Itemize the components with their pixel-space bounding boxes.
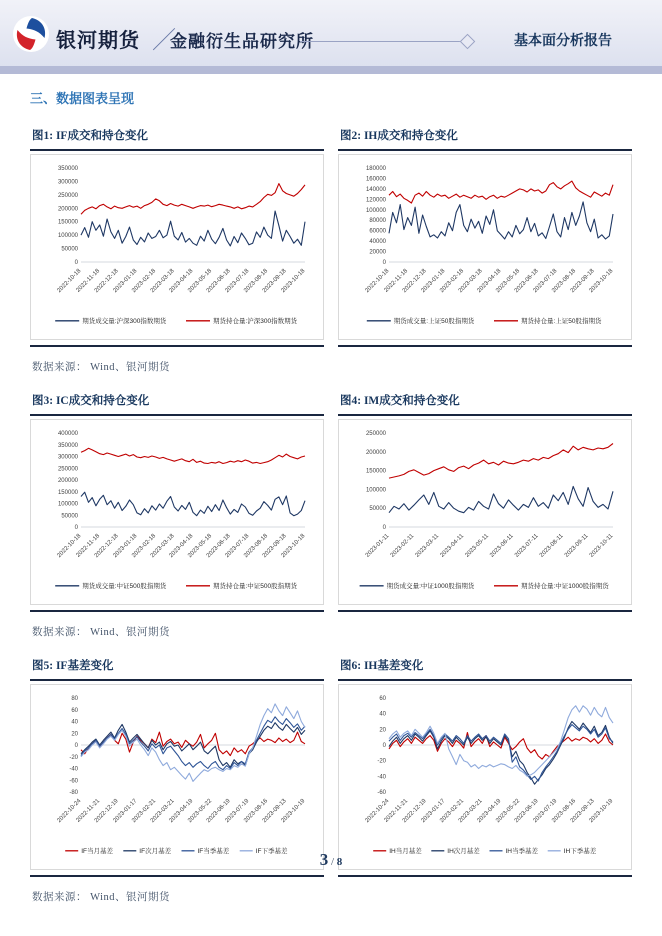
figure-4-panel <box>338 419 632 605</box>
svg-text:2023-04-19: 2023-04-19 <box>476 798 503 825</box>
svg-text:100000: 100000 <box>365 207 386 214</box>
svg-text:2023-04-11: 2023-04-11 <box>439 533 466 559</box>
svg-text:IF下季基差: IF下季基差 <box>255 848 288 855</box>
svg-text:200000: 200000 <box>57 206 78 213</box>
svg-text:2022-12-19: 2022-12-19 <box>401 798 428 825</box>
figure-top-rule <box>338 679 632 681</box>
svg-text:50000: 50000 <box>61 246 78 253</box>
svg-text:2023-02-18: 2023-02-18 <box>439 268 466 295</box>
svg-text:IH当月基差: IH当月基差 <box>389 848 422 855</box>
svg-text:80: 80 <box>71 696 78 702</box>
svg-text:-60: -60 <box>69 778 78 785</box>
header-rule <box>300 41 462 42</box>
svg-text:IH下季基差: IH下季基差 <box>563 848 597 855</box>
svg-text:IH次月基差: IH次月基差 <box>447 848 480 855</box>
svg-text:200000: 200000 <box>57 478 78 484</box>
svg-text:100000: 100000 <box>365 487 386 494</box>
svg-text:2022-12-19: 2022-12-19 <box>93 798 120 825</box>
svg-text:-20: -20 <box>69 754 78 761</box>
svg-text:2023-02-18: 2023-02-18 <box>131 533 158 560</box>
svg-text:300000: 300000 <box>57 454 78 461</box>
figure-5 <box>30 657 324 877</box>
page-total: 8 <box>336 856 343 868</box>
svg-text:2022-11-21: 2022-11-21 <box>75 798 102 824</box>
svg-text:2023-09-18: 2023-09-18 <box>569 268 596 295</box>
svg-text:200000: 200000 <box>365 449 386 456</box>
figure-top-rule <box>30 414 324 416</box>
svg-text:2023-10-19: 2023-10-19 <box>588 798 615 825</box>
svg-text:期货成交量:中证500股指期货: 期货成交量:中证500股指期货 <box>82 583 167 590</box>
svg-text:2022-10-18: 2022-10-18 <box>364 268 391 295</box>
svg-text:40: 40 <box>379 711 386 718</box>
svg-text:2023-03-21: 2023-03-21 <box>457 798 484 825</box>
svg-text:0: 0 <box>74 260 78 266</box>
svg-text:40000: 40000 <box>369 239 386 246</box>
svg-text:2022-10-24: 2022-10-24 <box>364 798 391 825</box>
diamond-icon <box>460 34 476 50</box>
svg-text:0: 0 <box>382 260 386 266</box>
figure-6 <box>338 657 632 877</box>
figure-bottom-rule <box>338 610 632 612</box>
svg-text:60: 60 <box>71 707 78 714</box>
chart-ih-basis <box>349 690 621 862</box>
figure-1-panel <box>30 154 324 340</box>
svg-text:2022-10-18: 2022-10-18 <box>56 533 83 560</box>
svg-text:2023-08-16: 2023-08-16 <box>551 798 578 825</box>
svg-text:2023-09-18: 2023-09-18 <box>261 533 288 560</box>
svg-text:2023-03-21: 2023-03-21 <box>149 798 176 825</box>
svg-text:2022-12-18: 2022-12-18 <box>93 268 120 295</box>
svg-text:2023-07-18: 2023-07-18 <box>532 268 559 295</box>
source-note-2: 数据来源： Wind、银河期货 <box>32 627 171 638</box>
figure-bottom-rule <box>30 610 324 612</box>
chart-ic-volume-oi <box>41 425 313 597</box>
svg-text:2023-10-18: 2023-10-18 <box>280 533 307 560</box>
svg-text:2023-10-18: 2023-10-18 <box>588 268 615 295</box>
svg-text:2023-09-13: 2023-09-13 <box>569 798 596 825</box>
svg-text:2023-01-17: 2023-01-17 <box>420 798 447 825</box>
svg-text:150000: 150000 <box>57 489 78 496</box>
svg-text:2023-08-11: 2023-08-11 <box>538 533 565 559</box>
svg-text:IF当季基差: IF当季基差 <box>197 848 230 855</box>
svg-text:期货持仓量:上证50股指期货: 期货持仓量:上证50股指期货 <box>521 318 602 325</box>
svg-text:2023-01-18: 2023-01-18 <box>112 268 139 295</box>
svg-text:2023-07-18: 2023-07-18 <box>224 268 251 295</box>
svg-text:期货持仓量:中证500股指期货: 期货持仓量:中证500股指期货 <box>213 583 298 590</box>
svg-text:2022-11-18: 2022-11-18 <box>383 268 410 294</box>
svg-text:2022-10-24: 2022-10-24 <box>56 798 83 825</box>
source-note-1: 数据来源： Wind、银河期货 <box>32 362 171 373</box>
svg-text:2023-05-22: 2023-05-22 <box>187 798 214 825</box>
figure-3 <box>30 392 324 612</box>
svg-text:-20: -20 <box>377 758 386 765</box>
page-separator: / <box>328 856 337 868</box>
svg-text:2023-06-18: 2023-06-18 <box>205 533 232 560</box>
figure-6-title: 图6: IH基差变化 <box>340 660 424 672</box>
svg-text:2023-05-18: 2023-05-18 <box>187 268 214 295</box>
svg-text:180000: 180000 <box>365 166 386 172</box>
svg-text:2023-06-19: 2023-06-19 <box>205 798 232 825</box>
svg-text:2023-04-19: 2023-04-19 <box>168 798 195 825</box>
svg-text:2023-06-19: 2023-06-19 <box>513 798 540 825</box>
svg-text:2023-06-18: 2023-06-18 <box>205 268 232 295</box>
svg-text:2023-09-11: 2023-09-11 <box>563 533 590 559</box>
svg-text:2022-12-18: 2022-12-18 <box>401 268 428 295</box>
svg-text:350000: 350000 <box>57 442 78 449</box>
svg-text:2023-07-18: 2023-07-18 <box>224 533 251 560</box>
svg-text:2023-03-18: 2023-03-18 <box>149 268 176 295</box>
svg-text:-80: -80 <box>69 790 78 796</box>
report-content <box>30 84 632 922</box>
svg-text:300000: 300000 <box>57 179 78 186</box>
chart-ih-volume-oi <box>349 160 621 332</box>
svg-text:50000: 50000 <box>61 513 78 520</box>
svg-text:2023-02-11: 2023-02-11 <box>389 533 416 559</box>
svg-text:2023-08-16: 2023-08-16 <box>243 798 270 825</box>
svg-text:60: 60 <box>379 696 386 702</box>
report-type-label: 基本面分析报告 <box>514 32 612 48</box>
figure-1 <box>30 127 324 347</box>
svg-text:2023-03-18: 2023-03-18 <box>457 268 484 295</box>
figure-bottom-rule <box>30 345 324 347</box>
svg-text:IH当季基差: IH当季基差 <box>505 848 538 855</box>
figure-1-title: 图1: IF成交和持仓变化 <box>32 130 148 142</box>
svg-text:100000: 100000 <box>57 233 78 240</box>
svg-text:期货成交量:中证1000股指期货: 期货成交量:中证1000股指期货 <box>386 583 475 590</box>
svg-text:2022-11-18: 2022-11-18 <box>75 533 102 559</box>
svg-text:2023-06-11: 2023-06-11 <box>489 533 515 559</box>
figure-3-title: 图3: IC成交和持仓变化 <box>32 395 150 407</box>
svg-text:2022-10-18: 2022-10-18 <box>56 268 83 295</box>
svg-text:400000: 400000 <box>57 431 78 437</box>
figure-5-panel <box>30 684 324 870</box>
svg-text:2023-05-18: 2023-05-18 <box>495 268 522 295</box>
svg-text:350000: 350000 <box>57 166 78 172</box>
svg-text:250000: 250000 <box>365 431 386 437</box>
figure-bottom-rule <box>338 875 632 877</box>
figure-row-3 <box>30 657 632 877</box>
svg-text:2023-03-18: 2023-03-18 <box>149 533 176 560</box>
page-number: 3 <box>319 850 329 869</box>
figure-4 <box>338 392 632 612</box>
svg-text:期货成交量:沪深300指数期货: 期货成交量:沪深300指数期货 <box>82 318 167 325</box>
section-title: 三、数据图表呈现 <box>30 91 135 106</box>
svg-text:50000: 50000 <box>369 506 386 513</box>
svg-text:2023-08-18: 2023-08-18 <box>551 268 578 295</box>
svg-text:2023-07-19: 2023-07-19 <box>532 798 559 825</box>
svg-text:40: 40 <box>71 719 78 726</box>
figure-2-title: 图2: IH成交和持仓变化 <box>340 130 458 142</box>
chart-if-volume-oi <box>41 160 313 332</box>
svg-text:-40: -40 <box>377 774 386 781</box>
svg-text:2023-01-17: 2023-01-17 <box>112 798 139 825</box>
svg-text:0: 0 <box>382 525 386 531</box>
svg-text:2023-08-18: 2023-08-18 <box>243 533 270 560</box>
svg-text:0: 0 <box>74 743 78 749</box>
svg-text:150000: 150000 <box>365 468 386 475</box>
svg-text:20000: 20000 <box>369 249 386 256</box>
svg-text:-60: -60 <box>377 790 386 796</box>
svg-text:期货持仓量:中证1000股指期货: 期货持仓量:中证1000股指期货 <box>521 583 609 590</box>
svg-text:2023-05-11: 2023-05-11 <box>464 533 491 559</box>
figure-6-panel <box>338 684 632 870</box>
svg-text:2023-02-21: 2023-02-21 <box>439 798 466 825</box>
svg-text:IF次月基差: IF次月基差 <box>139 848 172 855</box>
figure-2 <box>338 127 632 347</box>
svg-text:2023-04-18: 2023-04-18 <box>168 268 195 295</box>
svg-text:2023-04-18: 2023-04-18 <box>168 533 195 560</box>
brand-separator: ／ <box>152 27 176 54</box>
figure-bottom-rule <box>30 875 324 877</box>
svg-text:60000: 60000 <box>369 228 386 235</box>
page-footer <box>0 850 662 870</box>
department-name: 金融衍生品研究所 <box>170 32 314 51</box>
figure-5-title: 图5: IF基差变化 <box>32 660 114 672</box>
svg-text:2023-06-18: 2023-06-18 <box>513 268 540 295</box>
svg-text:140000: 140000 <box>365 186 386 193</box>
svg-text:2023-01-18: 2023-01-18 <box>420 268 447 295</box>
figure-row-2 <box>30 392 632 612</box>
svg-text:2022-12-18: 2022-12-18 <box>93 533 120 560</box>
figure-top-rule <box>30 149 324 151</box>
svg-text:2023-05-18: 2023-05-18 <box>187 533 214 560</box>
svg-text:100000: 100000 <box>57 501 78 508</box>
svg-text:80000: 80000 <box>369 218 386 225</box>
svg-text:20: 20 <box>71 731 78 738</box>
svg-text:20: 20 <box>379 727 386 734</box>
svg-text:2023-01-11: 2023-01-11 <box>364 533 391 559</box>
header-accent-band <box>0 66 662 74</box>
svg-text:-40: -40 <box>69 766 78 773</box>
svg-text:2023-03-11: 2023-03-11 <box>414 533 441 559</box>
figure-4-title: 图4: IM成交和持仓变化 <box>340 395 460 407</box>
svg-text:2023-09-18: 2023-09-18 <box>261 268 288 295</box>
svg-text:2022-11-18: 2022-11-18 <box>75 268 102 294</box>
svg-text:IF当月基差: IF当月基差 <box>81 848 113 855</box>
figure-3-panel <box>30 419 324 605</box>
svg-text:2023-07-19: 2023-07-19 <box>224 798 251 825</box>
svg-text:2023-04-18: 2023-04-18 <box>476 268 503 295</box>
figure-2-panel <box>338 154 632 340</box>
svg-text:2023-10-11: 2023-10-11 <box>588 533 615 559</box>
svg-text:2023-02-18: 2023-02-18 <box>131 268 158 295</box>
brand-name: 银河期货 <box>56 30 140 52</box>
svg-text:250000: 250000 <box>57 466 78 473</box>
svg-text:250000: 250000 <box>57 192 78 199</box>
svg-text:期货成交量:上证50股指期货: 期货成交量:上证50股指期货 <box>393 318 475 325</box>
svg-text:2023-10-18: 2023-10-18 <box>280 268 307 295</box>
svg-text:120000: 120000 <box>365 197 386 204</box>
svg-text:2022-11-21: 2022-11-21 <box>383 798 410 824</box>
svg-text:期货持仓量:沪深300指数期货: 期货持仓量:沪深300指数期货 <box>213 318 298 325</box>
svg-text:2023-08-18: 2023-08-18 <box>243 268 270 295</box>
svg-text:160000: 160000 <box>365 176 386 183</box>
page-header <box>0 0 662 66</box>
svg-text:2023-01-18: 2023-01-18 <box>112 533 139 560</box>
svg-text:150000: 150000 <box>57 219 78 226</box>
figure-top-rule <box>338 414 632 416</box>
chart-im-volume-oi <box>349 425 621 597</box>
svg-text:2023-05-22: 2023-05-22 <box>495 798 522 825</box>
svg-text:0: 0 <box>74 525 78 531</box>
chart-if-basis <box>41 690 313 862</box>
source-note-3: 数据来源： Wind、银河期货 <box>32 892 171 903</box>
figure-bottom-rule <box>338 345 632 347</box>
figure-row-1 <box>30 127 632 347</box>
svg-text:0: 0 <box>382 743 386 749</box>
svg-text:2023-09-13: 2023-09-13 <box>261 798 288 825</box>
figure-top-rule <box>338 149 632 151</box>
svg-text:2023-10-19: 2023-10-19 <box>280 798 307 825</box>
svg-text:2023-02-21: 2023-02-21 <box>131 798 158 825</box>
galaxy-futures-logo-icon <box>12 15 50 53</box>
figure-top-rule <box>30 679 324 681</box>
svg-text:2023-07-11: 2023-07-11 <box>514 533 540 559</box>
